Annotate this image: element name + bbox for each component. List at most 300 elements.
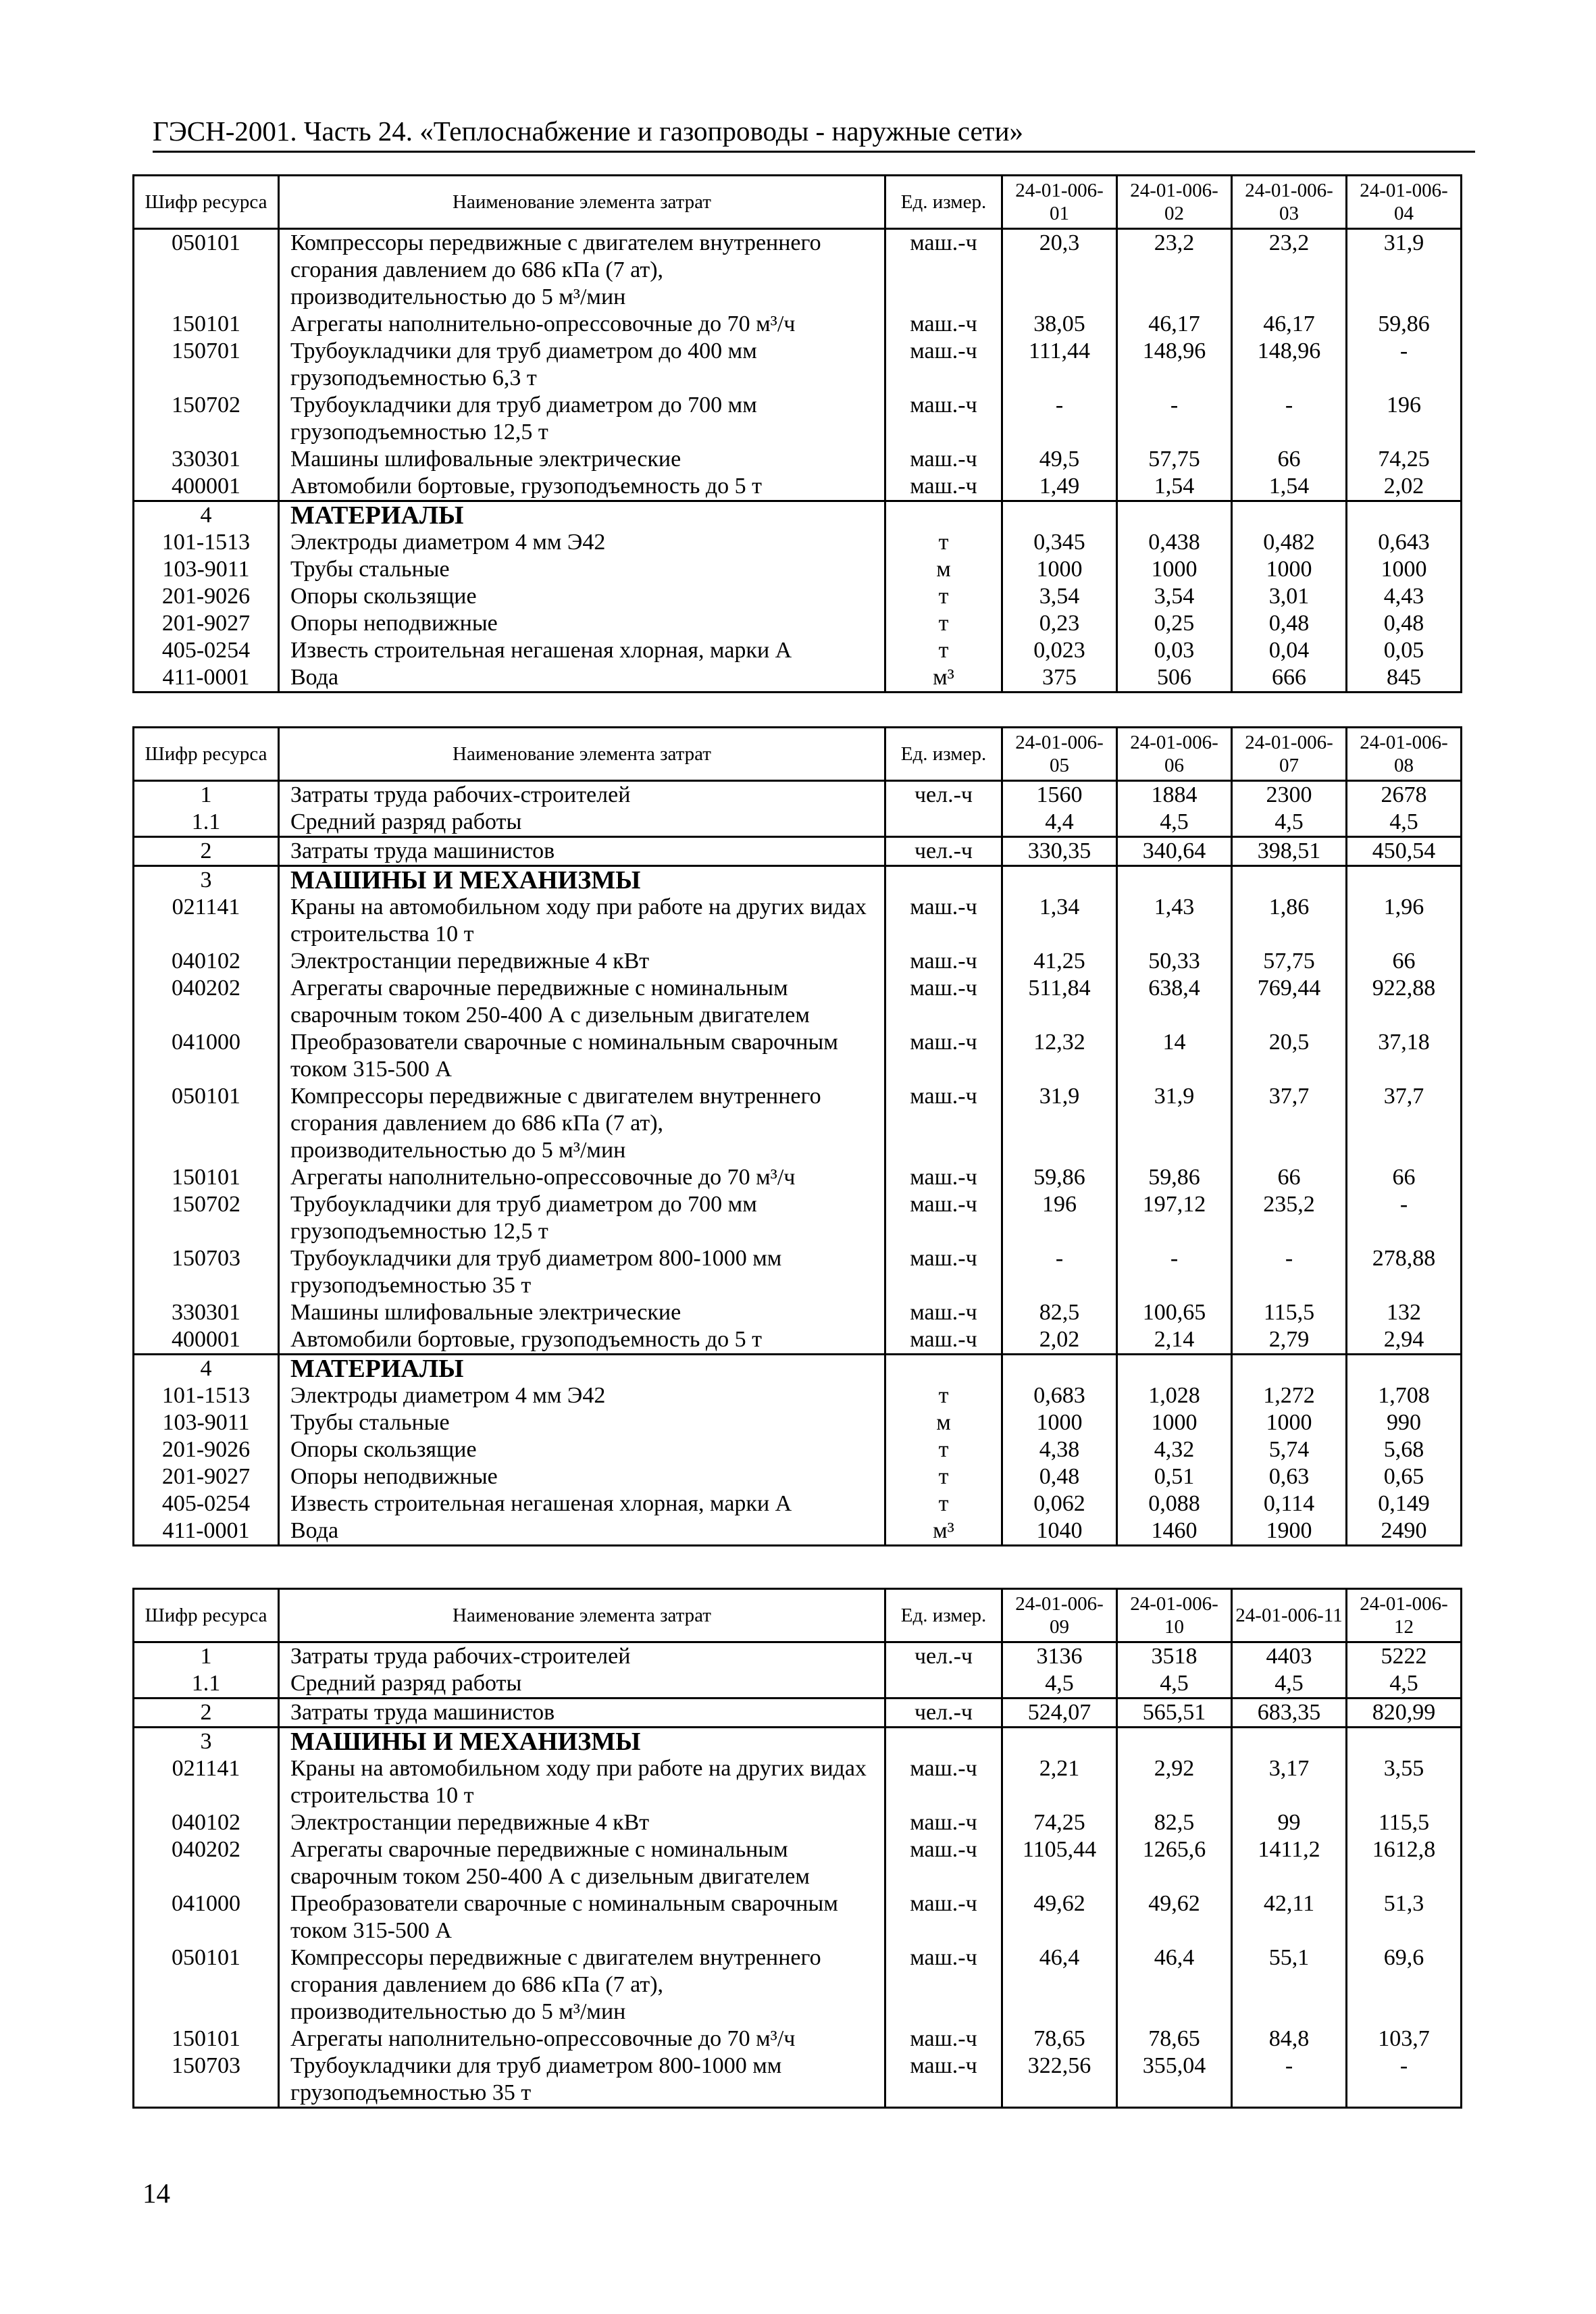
table-row [134,583,1462,610]
table-row [134,1809,1462,1836]
cost-element-name-cell: Известь строительная негашеная хлорная, марки А [279,1490,885,1517]
unit-cell: т [885,1382,1002,1409]
norm-value-cell: 565,51 [1117,1699,1232,1728]
norm-value-cell: - [1347,2053,1462,2108]
resource-code-cell: 150101 [134,311,279,338]
norm-value-cell: 278,88 [1347,1245,1462,1299]
norm-value-cell [1117,1355,1232,1383]
unit-cell [885,1670,1002,1699]
norm-value-cell: 115,5 [1347,1809,1462,1836]
unit-cell: маш.-ч [885,1083,1002,1164]
unit-cell: маш.-ч [885,1809,1002,1836]
resource-code-cell: 4 [134,1355,279,1383]
norm-value-cell: 37,18 [1347,1029,1462,1083]
norm-value-cell: 0,48 [1002,1463,1117,1490]
norm-value-cell: 78,65 [1002,2026,1117,2053]
col-header-norm: 24-01-006-03 [1232,176,1347,229]
table-header-row [134,176,1462,229]
resource-code-cell: 150101 [134,2026,279,2053]
norm-value-cell: 3,55 [1347,1755,1462,1809]
table-row [134,1382,1462,1409]
col-header-norm: 24-01-006-12 [1347,1589,1462,1642]
norm-value-cell: 99 [1232,1809,1347,1836]
norm-value-cell: 1884 [1117,781,1232,809]
cost-element-name-cell: Трубы стальные [279,1409,885,1436]
norm-value-cell: 3,17 [1232,1755,1347,1809]
resource-code-cell: 103-9011 [134,1409,279,1436]
norm-value-cell: 49,62 [1002,1890,1117,1944]
norm-value-cell: 235,2 [1232,1191,1347,1245]
unit-cell: чел.-ч [885,1699,1002,1728]
unit-cell: маш.-ч [885,1164,1002,1191]
norm-value-cell [1002,1355,1117,1383]
col-header-unit: Ед. измер. [885,176,1002,229]
norm-value-cell: 57,75 [1232,948,1347,975]
table-row [134,556,1462,583]
norm-value-cell: 4,5 [1232,809,1347,837]
cost-element-name-cell: Электроды диаметром 4 мм Э42 [279,529,885,556]
cost-element-name-cell: Агрегаты наполнительно-опрессовочные до 70 м³/ч [279,2026,885,2053]
norm-value-cell: 197,12 [1117,1191,1232,1245]
norm-value-cell: 148,96 [1117,338,1232,392]
norm-value-cell: 23,2 [1232,229,1347,311]
resource-code-cell: 3 [134,866,279,895]
section-title-cell: МАШИНЫ И МЕХАНИЗМЫ [279,1728,885,1756]
col-header-code: Шифр ресурса [134,1589,279,1642]
table-row [134,1245,1462,1299]
col-header-unit: Ед. измер. [885,728,1002,781]
col-header-norm: 24-01-006-09 [1002,1589,1117,1642]
norm-value-cell: 1,43 [1117,894,1232,948]
norm-value-cell: 1560 [1002,781,1117,809]
norm-value-cell: 66 [1347,1164,1462,1191]
table-row [134,1164,1462,1191]
table-row [134,894,1462,948]
norm-value-cell: 0,23 [1002,610,1117,637]
norm-value-cell: 922,88 [1347,975,1462,1029]
unit-cell: чел.-ч [885,1642,1002,1671]
unit-cell: м [885,1409,1002,1436]
col-header-name: Наименование элемента затрат [279,176,885,229]
norm-value-cell: 78,65 [1117,2026,1232,2053]
table-row [134,1191,1462,1245]
norm-value-cell: 1,34 [1002,894,1117,948]
unit-cell: маш.-ч [885,1029,1002,1083]
norm-value-cell: 2,21 [1002,1755,1117,1809]
unit-cell: маш.-ч [885,1944,1002,2026]
cost-element-name-cell: Краны на автомобильном ходу при работе на других видах строительства 10 т [279,1755,885,1809]
unit-cell: чел.-ч [885,837,1002,866]
resource-code-cell: 330301 [134,1299,279,1326]
col-header-norm: 24-01-006-11 [1232,1589,1347,1642]
norm-value-cell: 1900 [1232,1517,1347,1546]
norm-value-cell: 74,25 [1347,446,1462,473]
norm-value-cell: 0,05 [1347,637,1462,664]
norm-value-cell: 2300 [1232,781,1347,809]
col-header-name: Наименование элемента затрат [279,1589,885,1642]
norm-value-cell: - [1232,392,1347,446]
cost-element-name-cell: Опоры неподвижные [279,610,885,637]
norm-value-cell: 0,438 [1117,529,1232,556]
cost-element-name-cell: Трубоукладчики для труб диаметром до 400 мм грузоподъемностью 6,3 т [279,338,885,392]
unit-cell [885,1355,1002,1383]
norm-value-cell: 2678 [1347,781,1462,809]
norm-value-cell: - [1002,1245,1117,1299]
norm-value-cell: 1,708 [1347,1382,1462,1409]
norm-value-cell: 3136 [1002,1642,1117,1671]
norm-value-cell: 74,25 [1002,1809,1117,1836]
norm-value-cell: 31,9 [1002,1083,1117,1164]
resource-code-cell: 1.1 [134,1670,279,1699]
norm-value-cell: 0,643 [1347,529,1462,556]
norm-value-cell: 3,01 [1232,583,1347,610]
norm-value-cell: 4,43 [1347,583,1462,610]
unit-cell: м [885,556,1002,583]
norm-value-cell: 638,4 [1117,975,1232,1029]
unit-cell: маш.-ч [885,975,1002,1029]
norm-value-cell: 0,63 [1232,1463,1347,1490]
cost-element-name-cell: Вода [279,664,885,693]
norm-value-cell: 1000 [1117,1409,1232,1436]
norm-value-cell: 1,86 [1232,894,1347,948]
norm-value-cell: 1411,2 [1232,1836,1347,1890]
norm-value-cell: 12,32 [1002,1029,1117,1083]
col-header-name: Наименование элемента затрат [279,728,885,781]
resource-code-cell: 101-1513 [134,529,279,556]
norm-value-cell: 0,04 [1232,637,1347,664]
resource-code-cell: 3 [134,1728,279,1756]
norm-value-cell [1117,501,1232,530]
norm-value-cell: 100,65 [1117,1299,1232,1326]
cost-element-name-cell: Автомобили бортовые, грузоподъемность до 5 т [279,1326,885,1355]
resource-code-cell: 050101 [134,229,279,311]
resource-code-cell: 150702 [134,392,279,446]
resource-code-cell: 150703 [134,2053,279,2108]
cost-element-name-cell: Агрегаты сварочные передвижные с номинальным сварочным током 250-400 А с дизельным двигателем [279,975,885,1029]
norm-value-cell: 4,5 [1347,809,1462,837]
table-row [134,1836,1462,1890]
norm-value-cell: 4,4 [1002,809,1117,837]
norm-value-cell: 0,062 [1002,1490,1117,1517]
table-row [134,338,1462,392]
unit-cell: т [885,529,1002,556]
norm-value-cell: 1612,8 [1347,1836,1462,1890]
table-row [134,1083,1462,1164]
norm-value-cell: 450,54 [1347,837,1462,866]
resource-code-cell: 150101 [134,1164,279,1191]
norm-value-cell: 0,482 [1232,529,1347,556]
resource-code-cell: 1 [134,1642,279,1671]
col-header-norm: 24-01-006-08 [1347,728,1462,781]
norm-value-cell [1002,1728,1117,1756]
table-row [134,664,1462,693]
norm-value-cell: 49,5 [1002,446,1117,473]
table-row [134,809,1462,837]
norm-value-cell [1117,866,1232,895]
unit-cell: маш.-ч [885,1299,1002,1326]
col-header-code: Шифр ресурса [134,176,279,229]
page-number: 14 [143,2178,170,2209]
norm-value-cell: 666 [1232,664,1347,693]
table-row [134,1755,1462,1809]
col-header-norm: 24-01-006-10 [1117,1589,1232,1642]
cost-element-name-cell: Затраты труда машинистов [279,1699,885,1728]
norm-value-cell: 820,99 [1347,1699,1462,1728]
table-row [134,1436,1462,1463]
col-header-norm: 24-01-006-07 [1232,728,1347,781]
table-row [134,1699,1462,1728]
unit-cell: маш.-ч [885,1890,1002,1944]
table-row [134,1944,1462,2026]
norm-value-cell: 41,25 [1002,948,1117,975]
cost-element-name-cell: Компрессоры передвижные с двигателем внутреннего сгорания давлением до 686 кПа (7 ат), производительностью до 5 м³/мин [279,229,885,311]
unit-cell: маш.-ч [885,2026,1002,2053]
norm-value-cell [1347,866,1462,895]
unit-cell: маш.-ч [885,1191,1002,1245]
norm-value-cell [1232,866,1347,895]
resource-code-cell: 411-0001 [134,664,279,693]
norm-value-cell: 0,51 [1117,1463,1232,1490]
col-header-code: Шифр ресурса [134,728,279,781]
norm-value-cell: 1105,44 [1002,1836,1117,1890]
unit-cell: маш.-ч [885,392,1002,446]
table-header-row [134,1589,1462,1642]
unit-cell: маш.-ч [885,446,1002,473]
resource-code-cell: 150703 [134,1245,279,1299]
norm-value-cell: 1,028 [1117,1382,1232,1409]
unit-cell: маш.-ч [885,1836,1002,1890]
col-header-norm: 24-01-006-04 [1347,176,1462,229]
norm-value-cell: 103,7 [1347,2026,1462,2053]
norm-value-cell: 3,54 [1002,583,1117,610]
unit-cell: маш.-ч [885,1245,1002,1299]
norm-value-cell: 66 [1232,1164,1347,1191]
cost-element-name-cell: Затраты труда машинистов [279,837,885,866]
norm-value-cell: 4,5 [1117,1670,1232,1699]
unit-cell: маш.-ч [885,229,1002,311]
norm-value-cell: 20,3 [1002,229,1117,311]
resource-code-cell: 040202 [134,975,279,1029]
norm-value-cell: 0,023 [1002,637,1117,664]
norm-value-cell: 4,5 [1347,1670,1462,1699]
norm-value-cell: 2,94 [1347,1326,1462,1355]
norm-value-cell: 506 [1117,664,1232,693]
resource-code-cell: 150701 [134,338,279,392]
table-row [134,948,1462,975]
norm-value-cell: 31,9 [1347,229,1462,311]
norm-value-cell: 132 [1347,1299,1462,1326]
norm-value-cell [1002,501,1117,530]
unit-cell: т [885,1436,1002,1463]
norm-value-cell: - [1347,338,1462,392]
table-row [134,1517,1462,1546]
cost-element-name-cell: Средний разряд работы [279,809,885,837]
norm-value-cell: 0,48 [1347,610,1462,637]
norm-value-cell: 990 [1347,1409,1462,1436]
norm-value-cell [1232,501,1347,530]
resource-code-cell: 201-9026 [134,583,279,610]
norm-value-cell: 2,92 [1117,1755,1232,1809]
table-header-row [134,728,1462,781]
resource-code-cell: 2 [134,1699,279,1728]
norm-value-cell: - [1002,392,1117,446]
norm-value-cell: 1000 [1002,556,1117,583]
section-row [134,866,1462,895]
resource-code-cell: 201-9027 [134,610,279,637]
resource-code-cell: 101-1513 [134,1382,279,1409]
table-row [134,1490,1462,1517]
norm-value-cell: 511,84 [1002,975,1117,1029]
table-row [134,637,1462,664]
norm-value-cell: 66 [1347,948,1462,975]
norm-value-cell: 0,345 [1002,529,1117,556]
cost-element-name-cell: Опоры неподвижные [279,1463,885,1490]
resource-code-cell: 405-0254 [134,637,279,664]
resource-code-cell: 103-9011 [134,556,279,583]
norm-value-cell: 3518 [1117,1642,1232,1671]
norms-table-1 [132,174,1462,693]
norm-value-cell: 59,86 [1117,1164,1232,1191]
table-row [134,975,1462,1029]
norm-value-cell: 0,088 [1117,1490,1232,1517]
norm-value-cell: 845 [1347,664,1462,693]
norm-value-cell: 5222 [1347,1642,1462,1671]
unit-cell: т [885,583,1002,610]
norm-value-cell: 0,48 [1232,610,1347,637]
norm-value-cell: 148,96 [1232,338,1347,392]
unit-cell: маш.-ч [885,948,1002,975]
unit-cell: т [885,1490,1002,1517]
table-row [134,1890,1462,1944]
norm-value-cell: 1,54 [1117,473,1232,501]
norm-value-cell: 69,6 [1347,1944,1462,2026]
unit-cell: маш.-ч [885,1326,1002,1355]
norm-value-cell [1347,1728,1462,1756]
table-row [134,610,1462,637]
norm-value-cell: 0,114 [1232,1490,1347,1517]
norm-value-cell: 3,54 [1117,583,1232,610]
norm-value-cell: 42,11 [1232,1890,1347,1944]
norm-value-cell: 4,5 [1002,1670,1117,1699]
norm-value-cell: 1,49 [1002,473,1117,501]
norm-value-cell: 115,5 [1232,1299,1347,1326]
resource-code-cell: 2 [134,837,279,866]
unit-cell [885,1728,1002,1756]
norm-value-cell: 51,3 [1347,1890,1462,1944]
cost-element-name-cell: Компрессоры передвижные с двигателем внутреннего сгорания давлением до 686 кПа (7 ат), производительностью до 5 м³/мин [279,1083,885,1164]
cost-element-name-cell: Трубы стальные [279,556,885,583]
table-row [134,311,1462,338]
cost-element-name-cell: Трубоукладчики для труб диаметром до 700 мм грузоподъемностью 12,5 т [279,392,885,446]
resource-code-cell: 040102 [134,948,279,975]
norm-value-cell [1117,1728,1232,1756]
norm-value-cell: 49,62 [1117,1890,1232,1944]
unit-cell: маш.-ч [885,311,1002,338]
norm-value-cell: 1000 [1232,556,1347,583]
unit-cell: маш.-ч [885,338,1002,392]
norm-value-cell: 1000 [1347,556,1462,583]
table-row [134,1409,1462,1436]
cost-element-name-cell: Машины шлифовальные электрические [279,446,885,473]
norm-value-cell: 1000 [1117,556,1232,583]
norm-value-cell: 0,65 [1347,1463,1462,1490]
norm-value-cell: 31,9 [1117,1083,1232,1164]
norm-value-cell: 46,4 [1117,1944,1232,2026]
unit-cell: т [885,610,1002,637]
norm-value-cell: 59,86 [1347,311,1462,338]
cost-element-name-cell: Опоры скользящие [279,1436,885,1463]
col-header-norm: 24-01-006-02 [1117,176,1232,229]
cost-element-name-cell: Краны на автомобильном ходу при работе на других видах строительства 10 т [279,894,885,948]
norm-value-cell: 38,05 [1002,311,1117,338]
table-row [134,1029,1462,1083]
section-row [134,1728,1462,1756]
norm-value-cell: 46,17 [1117,311,1232,338]
cost-element-name-cell: Известь строительная негашеная хлорная, марки А [279,637,885,664]
norm-value-cell: 375 [1002,664,1117,693]
norm-value-cell: 57,75 [1117,446,1232,473]
unit-cell: маш.-ч [885,2053,1002,2108]
norm-value-cell: 355,04 [1117,2053,1232,2108]
table-row [134,2026,1462,2053]
col-header-unit: Ед. измер. [885,1589,1002,1642]
unit-cell: т [885,637,1002,664]
norm-value-cell: 55,1 [1232,1944,1347,2026]
norm-value-cell [1347,501,1462,530]
unit-cell: маш.-ч [885,1755,1002,1809]
norm-value-cell: - [1232,1245,1347,1299]
document-header: ГЭСН-2001. Часть 24. «Теплоснабжение и газопроводы - наружные сети» [153,114,1475,153]
norm-value-cell: 322,56 [1002,2053,1117,2108]
norm-value-cell [1002,866,1117,895]
norm-value-cell: 196 [1002,1191,1117,1245]
resource-code-cell: 201-9027 [134,1463,279,1490]
resource-code-cell: 050101 [134,1944,279,2026]
norm-value-cell: 524,07 [1002,1699,1117,1728]
table-row [134,1326,1462,1355]
norm-value-cell [1232,1728,1347,1756]
unit-cell: т [885,1463,1002,1490]
table-row [134,1463,1462,1490]
norm-value-cell: 37,7 [1347,1083,1462,1164]
norm-value-cell: 4,5 [1232,1670,1347,1699]
norm-value-cell: 1,96 [1347,894,1462,948]
norm-value-cell: 1040 [1002,1517,1117,1546]
norm-value-cell: 1,54 [1232,473,1347,501]
resource-code-cell: 041000 [134,1029,279,1083]
col-header-norm: 24-01-006-06 [1117,728,1232,781]
norm-value-cell: 4,5 [1117,809,1232,837]
cost-element-name-cell: Вода [279,1517,885,1546]
norm-value-cell: 37,7 [1232,1083,1347,1164]
resource-code-cell: 201-9026 [134,1436,279,1463]
cost-element-name-cell: Электроды диаметром 4 мм Э42 [279,1382,885,1409]
unit-cell: маш.-ч [885,473,1002,501]
norm-value-cell: 1000 [1232,1409,1347,1436]
section-title-cell: МАШИНЫ И МЕХАНИЗМЫ [279,866,885,895]
resource-code-cell: 021141 [134,894,279,948]
norm-value-cell: 4403 [1232,1642,1347,1671]
norm-value-cell: - [1232,2053,1347,2108]
norm-value-cell: 46,17 [1232,311,1347,338]
norm-value-cell: 1000 [1002,1409,1117,1436]
cost-element-name-cell: Трубоукладчики для труб диаметром 800-1000 мм грузоподъемностью 35 т [279,1245,885,1299]
norms-table-2 [132,726,1462,1546]
section-title-cell: МАТЕРИАЛЫ [279,1355,885,1383]
unit-cell [885,501,1002,530]
cost-element-name-cell: Машины шлифовальные электрические [279,1299,885,1326]
norm-value-cell [1232,1355,1347,1383]
